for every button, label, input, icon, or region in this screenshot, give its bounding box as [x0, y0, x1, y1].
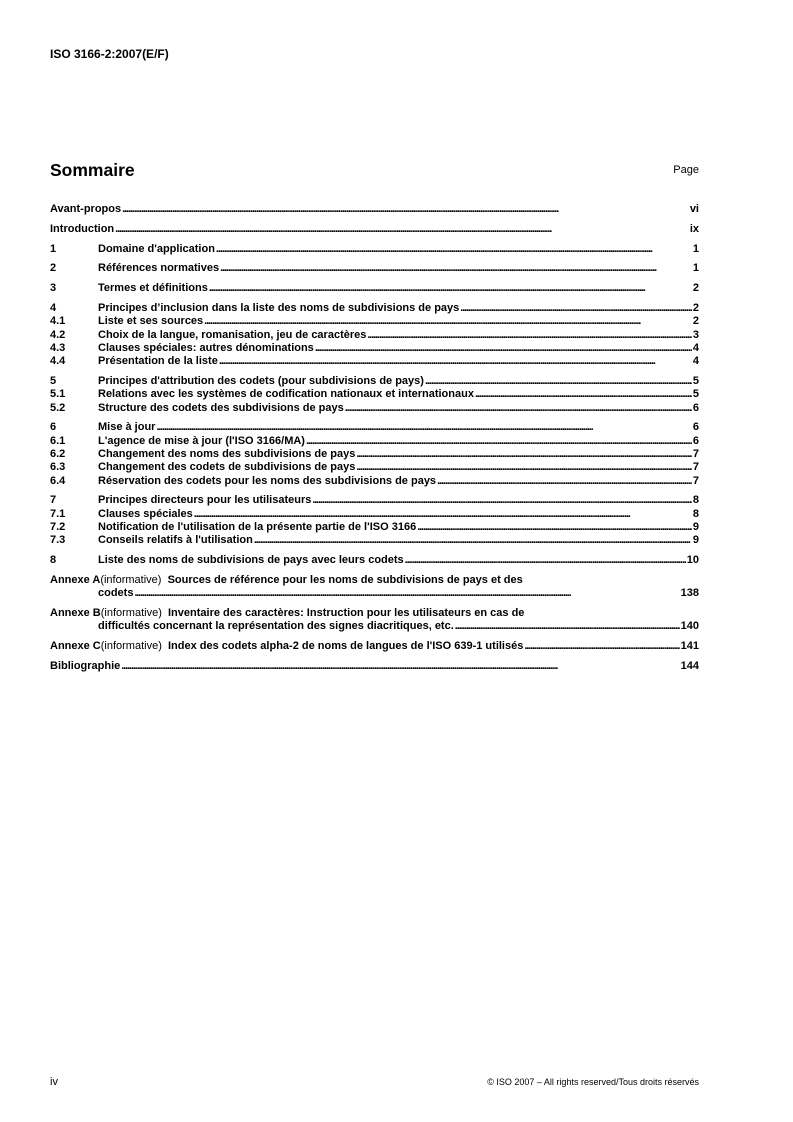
annex-type: (informative): [100, 573, 162, 586]
toc-leader-dots: [356, 448, 692, 461]
toc-annex-line: [50, 620, 699, 633]
toc-leader-dots: [345, 402, 692, 415]
toc-entry-page: 3: [692, 328, 699, 341]
toc-entry-page: 4: [692, 355, 699, 368]
toc-leader-dots: [122, 203, 689, 216]
toc-entry[interactable]: [50, 388, 699, 401]
page-title: Sommaire: [50, 160, 135, 180]
toc-entry-number: 6: [50, 421, 57, 434]
toc-leader-dots: [405, 554, 686, 567]
annex-label: Annexe A: [50, 573, 101, 586]
toc-leader-dots: [367, 329, 692, 342]
toc-entry-page: 1: [692, 262, 699, 275]
toc-entry-title: Avant-propos: [50, 203, 122, 215]
toc-entry-number: 5: [50, 374, 57, 387]
toc-leader-dots: [209, 282, 692, 295]
toc-entry-title: Structure des codets des subdivisions de pays: [98, 401, 344, 414]
toc-entry-number: 7.1: [50, 507, 66, 520]
toc-entry-number: 1: [50, 242, 57, 255]
toc-leader-dots: [306, 435, 692, 448]
toc-leader-dots: [134, 587, 679, 600]
toc-entry-title: Relations avec les systèmes de codification nationaux et internationaux: [98, 388, 474, 401]
toc-entry-page: 2: [692, 282, 699, 295]
toc-entry-page: 138: [680, 587, 699, 600]
toc-entry-page: 144: [680, 659, 699, 672]
toc-annex-line: [50, 587, 699, 600]
toc-entry-title: Liste et ses sources: [98, 315, 204, 328]
toc-entry-title: Bibliographie: [50, 659, 121, 672]
toc-annex-entry[interactable]: [50, 607, 699, 634]
toc-entry-page: 7: [692, 447, 699, 460]
toc-leader-dots: [194, 508, 692, 521]
toc-leader-dots: [121, 660, 679, 673]
toc-entry-number: 6.4: [50, 474, 66, 487]
toc-entry[interactable]: [50, 315, 699, 328]
toc-entry-number: 4: [50, 301, 57, 314]
toc-entry[interactable]: [50, 534, 699, 547]
toc-entry-number: 8: [50, 554, 57, 567]
toc-entry-page: vi: [689, 203, 699, 215]
toc-entry[interactable]: [50, 243, 699, 256]
toc-entry-number: 3: [50, 282, 57, 295]
toc-leader-dots: [437, 475, 692, 488]
toc-entry[interactable]: [50, 475, 699, 488]
toc-entry[interactable]: [50, 521, 699, 534]
toc-entry[interactable]: [50, 342, 699, 355]
toc-entry-page: 6: [692, 434, 699, 447]
toc-entry-title: Choix de la langue, romanisation, jeu de caractères: [98, 328, 367, 341]
toc-leader-dots: [219, 355, 692, 368]
page-column-label: Page: [673, 164, 699, 176]
toc-entry-number: 5.1: [50, 388, 66, 401]
toc-entry[interactable]: [50, 302, 699, 315]
toc-annex-entry[interactable]: [50, 574, 699, 601]
toc-entry-title: Principes d’inclusion dans la liste des noms de subdivisions de pays: [98, 301, 460, 314]
toc-entry-number: 4.3: [50, 341, 66, 354]
table-of-contents: [50, 203, 699, 673]
toc-entry-page: 8: [692, 494, 699, 507]
toc-entry[interactable]: [50, 355, 699, 368]
toc-entry-number: 7.3: [50, 534, 66, 547]
toc-leader-dots: [425, 375, 692, 388]
document-id: ISO 3166-2:2007(E/F): [50, 47, 169, 61]
toc-entry-page: 2: [692, 301, 699, 314]
toc-entry-number: 4.2: [50, 328, 66, 341]
toc-entry-page: 141: [680, 640, 699, 653]
toc-entry-page: 6: [692, 401, 699, 414]
toc-entry-number: 4.4: [50, 355, 66, 368]
toc-entry[interactable]: [50, 494, 699, 507]
toc-entry[interactable]: [50, 402, 699, 415]
toc-annex-entry[interactable]: [50, 640, 699, 653]
toc-entry-title: Références normatives: [98, 262, 220, 275]
toc-entry-number: 4.1: [50, 315, 66, 328]
toc-entry-title: Conseils relatifs à l'utilisation: [98, 534, 253, 547]
toc-entry-page: 6: [692, 421, 699, 434]
annex-title: Sources de référence pour les noms de subdivisions de pays et des: [167, 573, 523, 586]
toc-entry[interactable]: [50, 203, 699, 216]
toc-leader-dots: [524, 640, 679, 653]
annex-title-cont: difficultés concernant la représentation des signes diacritiques, etc.: [98, 620, 454, 633]
footer-page-number: iv: [50, 1076, 58, 1088]
toc-entry[interactable]: [50, 282, 699, 295]
toc-entry-title: Réservation des codets pour les noms des subdivisions de pays: [98, 474, 437, 487]
toc-entry-page: ix: [689, 222, 699, 235]
toc-entry[interactable]: [50, 508, 699, 521]
toc-entry-title: Introduction: [50, 222, 115, 235]
toc-entry-page: 4: [692, 341, 699, 354]
toc-entry-title: L'agence de mise à jour (l'ISO 3166/MA): [98, 434, 305, 447]
toc-entry-title: Liste des noms de subdivisions de pays avec leurs codets: [98, 554, 404, 567]
annex-label: Annexe C: [50, 640, 101, 653]
annex-title-cont: codets: [98, 587, 134, 600]
toc-leader-dots: [460, 302, 692, 315]
toc-entry-number: 6.1: [50, 434, 66, 447]
toc-leader-dots: [156, 421, 691, 434]
toc-leader-dots: [475, 388, 692, 401]
toc-entry-page: 5: [692, 374, 699, 387]
toc-entry-number: 2: [50, 262, 57, 275]
toc-leader-dots: [455, 620, 680, 633]
toc-annex-line: [50, 574, 699, 587]
toc-leader-dots: [216, 243, 692, 256]
toc-entry-title: Mise à jour: [98, 421, 156, 434]
toc-entry-title: Principes directeurs pour les utilisateurs: [98, 494, 312, 507]
toc-entry[interactable]: [50, 554, 699, 567]
toc-entry-page: 9: [692, 520, 699, 533]
toc-entry[interactable]: [50, 435, 699, 448]
toc-leader-dots: [254, 534, 692, 547]
toc-entry-title: Présentation de la liste: [98, 355, 218, 368]
toc-leader-dots: [315, 342, 692, 355]
toc-entry-page: 1: [692, 242, 699, 255]
annex-title: Inventaire des caractères: Instruction pour les utilisateurs en cas de: [168, 606, 525, 619]
toc-leader-dots: [115, 223, 689, 236]
annex-type: (informative): [100, 606, 162, 619]
toc-annex-line: [50, 640, 699, 653]
toc-annex-line: [50, 607, 699, 620]
toc-entry-title: Changement des noms des subdivisions de pays: [98, 447, 356, 460]
toc-leader-dots: [312, 494, 692, 507]
toc-entry[interactable]: [50, 448, 699, 461]
toc-leader-dots: [417, 521, 692, 534]
toc-entry-title: Principes d'attribution des codets (pour subdivisions de pays): [98, 374, 424, 387]
footer-copyright: © ISO 2007 – All rights reserved/Tous droits réservés: [487, 1077, 699, 1087]
toc-entry-number: 6.2: [50, 447, 66, 460]
toc-entry[interactable]: [50, 329, 699, 342]
toc-entry-title: Domaine d'application: [98, 242, 215, 255]
toc-entry[interactable]: [50, 461, 699, 474]
toc-bibliography[interactable]: [50, 660, 699, 673]
toc-entry-page: 10: [686, 554, 699, 567]
toc-leader-dots: [204, 315, 692, 328]
toc-entry-page: 7: [692, 461, 699, 474]
toc-entry-page: 9: [692, 534, 699, 547]
toc-entry-page: 5: [692, 388, 699, 401]
toc-entry-title: Termes et définitions: [98, 282, 208, 295]
toc-entry-title: Clauses spéciales: autres dénominations: [98, 341, 314, 354]
toc-entry-title: Changement des codets de subdivisions de pays: [98, 461, 356, 474]
toc-entry[interactable]: [50, 223, 699, 236]
toc-leader-dots: [220, 262, 692, 275]
toc-entry[interactable]: [50, 375, 699, 388]
toc-entry-page: 8: [692, 507, 699, 520]
toc-entry-number: 7.2: [50, 520, 66, 533]
toc-entry[interactable]: [50, 421, 699, 434]
toc-entry-page: 140: [680, 620, 699, 633]
toc-entry-number: 6.3: [50, 461, 66, 474]
toc-entry-number: 5.2: [50, 401, 66, 414]
toc-entry[interactable]: [50, 262, 699, 275]
annex-type: (informative): [100, 640, 162, 653]
toc-entry-page: 2: [692, 315, 699, 328]
toc-entry-page: 7: [692, 474, 699, 487]
toc-leader-dots: [356, 461, 692, 474]
annex-title: Index des codets alpha-2 de noms de langues de l'ISO 639-1 utilisés: [168, 640, 524, 653]
toc-entry-title: Clauses spéciales: [98, 507, 193, 520]
annex-label: Annexe B: [50, 606, 101, 619]
toc-entry-number: 7: [50, 494, 57, 507]
toc-entry-title: Notification de l'utilisation de la présente partie de l'ISO 3166: [98, 520, 417, 533]
